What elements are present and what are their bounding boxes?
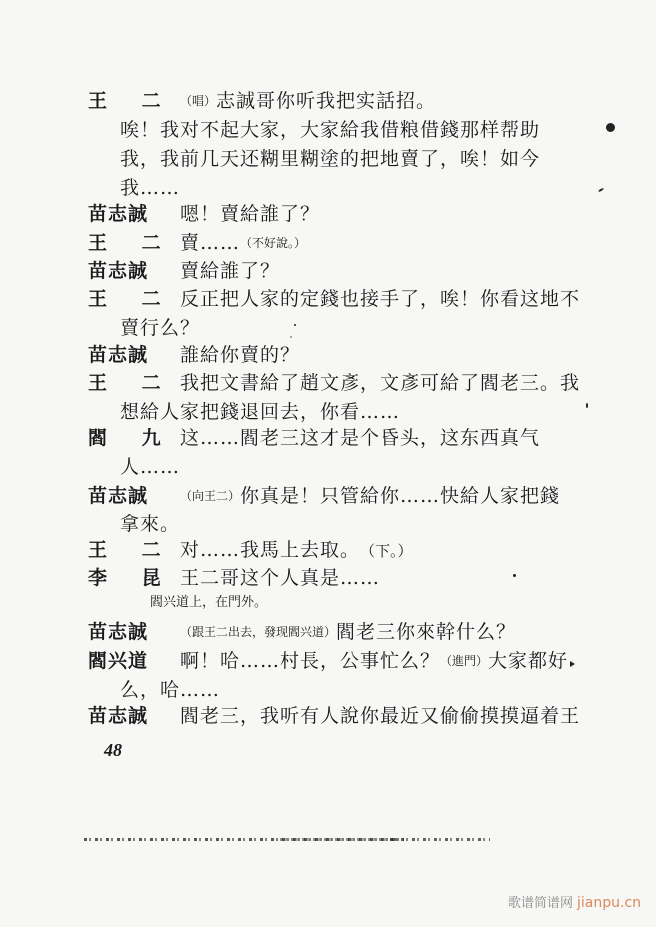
scan-speck (598, 188, 604, 193)
dialogue-line (88, 619, 516, 645)
dialogue-text: 这……閻老三这才是个昏头，这东西真气 (180, 427, 541, 449)
dialogue-text: 啊！哈……村長，公事忙么？ (180, 650, 441, 672)
dialogue-continuation: 想給人家把錢退回去，你看…… (120, 401, 401, 423)
dialogue-line (88, 230, 306, 256)
dialogue-line (88, 565, 380, 591)
speaker-name: 王 二 (88, 372, 175, 394)
speaker-name: 李 昆 (88, 567, 175, 589)
dialogue-continuation: 么，哈…… (120, 679, 221, 701)
dialogue-text: 志誠哥你听我把实話招。 (216, 90, 437, 112)
dialogue-continuation: 我，我前几天还糊里糊塗的把地賣了，唉！如今 (120, 148, 541, 170)
dialogue-text: 对……我馬上去取。 (180, 539, 361, 561)
speaker-name: 王 二 (88, 90, 175, 112)
dialogue-text: 閻老三你來幹什么？ (336, 621, 517, 643)
scan-artifact-line (280, 838, 400, 841)
dialogue-text: 閻老三，我听有人說你最近又偷偷摸摸逼着王 (180, 705, 581, 727)
speaker-name: 苗志誠 (88, 344, 149, 366)
scan-speck (606, 123, 615, 132)
dialogue-line (88, 703, 580, 729)
scan-speck (290, 336, 292, 338)
dialogue-line (88, 342, 300, 368)
dialogue-line (88, 286, 580, 312)
stage-direction: （進門） (440, 654, 489, 668)
stage-direction: （下。） (360, 542, 413, 560)
speaker-name: 苗志誠 (88, 621, 149, 643)
speaker-name: 苗志誠 (88, 203, 149, 225)
dialogue-text: 誰給你賣的？ (180, 344, 301, 366)
dialogue-text: 大家都好 (488, 650, 569, 672)
dialogue-text: 賣…… (180, 232, 241, 254)
dialogue-text: 王二哥这个人真是…… (180, 567, 381, 589)
dialogue-continuation: 拿來。 (120, 513, 181, 535)
speaker-name: 王 二 (88, 288, 175, 310)
speaker-name: 王 二 (88, 539, 175, 561)
dialogue-continuation: 人…… (120, 456, 181, 478)
dialogue-line (88, 370, 580, 396)
scan-speck (513, 574, 516, 577)
stage-direction: （向王二） (180, 489, 241, 503)
dialogue-line (88, 201, 320, 227)
dialogue-line (88, 483, 560, 509)
speaker-name: 苗志誠 (88, 705, 149, 727)
dialogue-continuation: 賣行么？ (120, 317, 201, 339)
watermark (508, 892, 641, 911)
scan-speck (294, 324, 296, 326)
dialogue-text: 你真是！只管給你……快給人家把錢 (240, 485, 561, 507)
dialogue-line (88, 88, 436, 114)
speaker-name: 王 二 (88, 232, 175, 254)
dialogue-continuation: 我…… (120, 177, 181, 199)
dialogue-text: 反正把人家的定錢也接手了，唉！你看这地不 (180, 288, 581, 310)
speaker-name: 苗志誠 (88, 260, 149, 282)
dialogue-line (88, 425, 540, 451)
stage-direction: （不好說。） (240, 236, 307, 250)
dialogue-continuation: 唉！我对不起大家，大家給我借粮借錢那样帮助 (120, 119, 541, 141)
watermark-site-name: 歌谱简谱网 (508, 896, 574, 911)
scan-speck (570, 661, 575, 667)
dialogue-line (88, 537, 413, 563)
stage-direction: （唱） (180, 94, 217, 108)
scan-artifact-line (390, 838, 490, 841)
dialogue-text: 賣給誰了？ (180, 260, 281, 282)
stage-direction: （跟王二出去，發现閻兴道） (180, 625, 337, 639)
dialogue-line (88, 258, 280, 284)
scan-speck (586, 403, 588, 408)
speaker-name: 苗志誠 (88, 485, 149, 507)
stage-direction-line: 閻兴道上，在門外。 (150, 595, 268, 610)
dialogue-text: 我把文書給了趙文彥，文彥可給了閻老三。我 (180, 372, 581, 394)
speaker-name: 閻兴道 (88, 650, 149, 672)
dialogue-text: 嗯！賣給誰了？ (180, 203, 321, 225)
page-number: 48 (104, 740, 122, 760)
dialogue-line (88, 648, 568, 674)
speaker-name: 閻 九 (88, 427, 175, 449)
watermark-domain: jianpu.cn (577, 895, 642, 911)
